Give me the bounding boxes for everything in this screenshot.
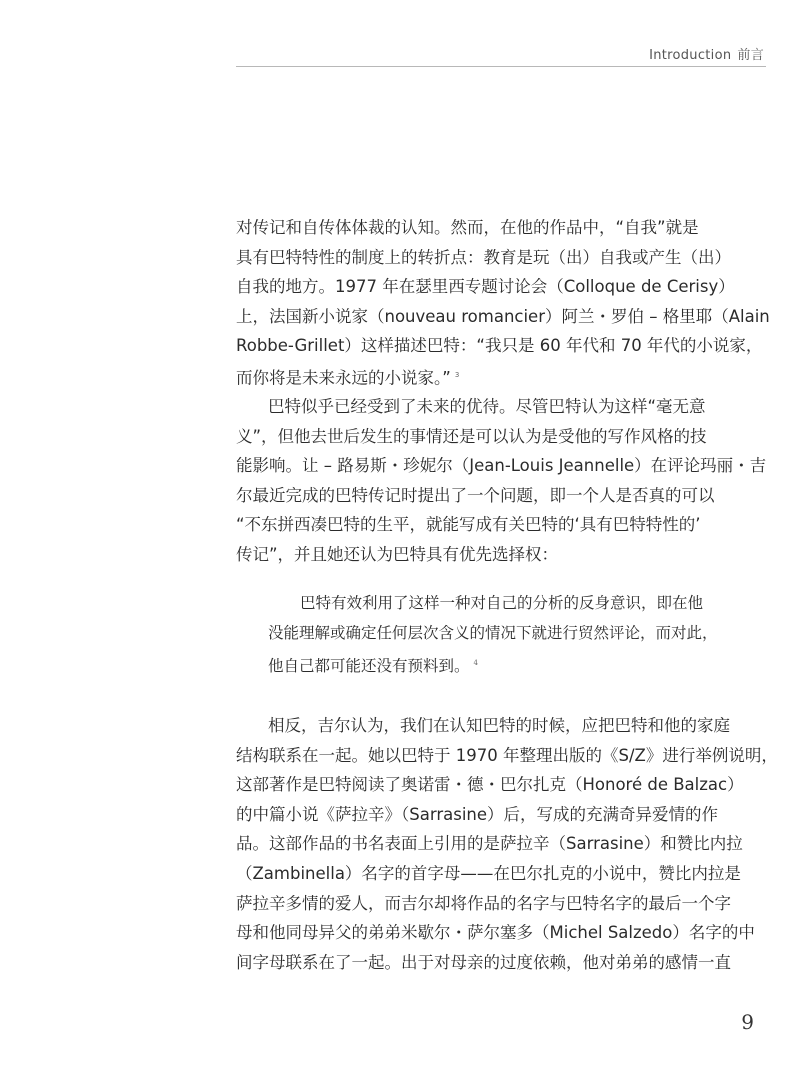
- paragraph-3-line: 的中篇小说《萨拉辛》（Sarrasine）后，写成的充满奇异爱情的作: [236, 804, 719, 824]
- paragraph-1-line: 对传记和自传体体裁的认知。然而，在他的作品中，“自我”就是: [236, 218, 699, 237]
- paragraph-3-line: 萨拉辛多情的爱人，而吉尔却将作品的名字与巴特名字的最后一个字: [236, 893, 731, 913]
- paragraph-2-line: 尔最近完成的巴特传记时提出了一个问题，即一个人是否真的可以: [236, 485, 715, 505]
- running-header: [649, 44, 764, 63]
- paragraph-3: [236, 711, 778, 977]
- block-quote: [268, 588, 718, 678]
- paragraph-2-line: “不东拼西凑巴特的生平，就能写成有关巴特的‘具有巴特特性的’: [236, 515, 701, 535]
- header-rule: [236, 66, 766, 67]
- paragraph-1-last-line: [236, 361, 708, 391]
- paragraph-1-line: 自我的地方。1977 年在瑟里西专题讨论会（Colloque de Cerisy）: [236, 277, 735, 297]
- quote-line: 巴特有效利用了这样一种对自己的分析的反身意识，即在他: [300, 594, 704, 612]
- quote-line: 他自己都可能还没有预料到。: [268, 657, 470, 676]
- paragraph-3-line: 母和他同母异父的弟弟米歇尔・萨尔塞多（Michel Salzedo）名字的中: [236, 923, 755, 943]
- paragraph-3-line: 间字母联系在了一起。出于对母亲的过度依赖，他对弟弟的感情一直: [236, 952, 731, 972]
- footnote-marker-4[interactable]: 4: [473, 659, 478, 667]
- paragraph-3-line: （Zambinella）名字的首字母——在巴尔扎克的小说中，赞比内拉是: [236, 863, 741, 883]
- paragraph-1-line: 具有巴特特性的制度上的转折点：教育是玩（出）自我或产生（出）: [236, 247, 731, 267]
- paragraph-2-line: 义”，但他去世后发生的事情还是可以认为是受他的写作风格的技: [236, 426, 707, 446]
- quote-last-line: [268, 648, 712, 678]
- paragraph-2-line: 传记”，并且她还认为巴特具有优先选择权：: [236, 544, 559, 564]
- paragraph-2-line: 巴特似乎已经受到了未来的优待。尽管巴特认为这样“毫无意: [268, 397, 706, 416]
- paragraph-3-line: 相反，吉尔认为，我们在认知巴特的时候，应把巴特和他的家庭: [268, 716, 730, 735]
- header-label-zh: 前言: [737, 48, 764, 63]
- quote-line: 没能理解或确定任何层次含义的情况下就进行贸然评论，而对此，: [268, 624, 718, 642]
- paragraph-1-line: 上，法国新小说家（nouveau romancier）阿兰・罗伯 – 格里耶（Alain: [236, 306, 770, 326]
- footnote-marker-3[interactable]: 3: [454, 370, 460, 379]
- paragraph-3-line: 品。这部作品的书名表面上引用的是萨拉辛（Sarrasine）和赞比内拉: [236, 834, 743, 854]
- paragraph-2: [236, 392, 767, 570]
- paragraph-3-line: 这部著作是巴特阅读了奥诺雷・德・巴尔扎克（Honoré de Balzac）: [236, 775, 744, 795]
- paragraph-1-line: Robbe-Grillet）这样描述巴特：“我只是 60 年代和 70 年代的小说家，: [236, 336, 763, 356]
- paragraph-3-line: 结构联系在一起。她以巴特于 1970 年整理出版的《S/Z》进行举例说明，: [236, 745, 778, 765]
- header-label-en: Introduction: [649, 48, 732, 63]
- page-number: 9: [741, 1010, 754, 1034]
- paragraph-2-line: 能影响。让 – 路易斯・珍妮尔（Jean-Louis Jeannelle）在评论玛丽・吉: [236, 456, 767, 476]
- paragraph-1: [236, 213, 770, 391]
- paragraph-1-line: 而你将是未来永远的小说家。”: [236, 368, 451, 388]
